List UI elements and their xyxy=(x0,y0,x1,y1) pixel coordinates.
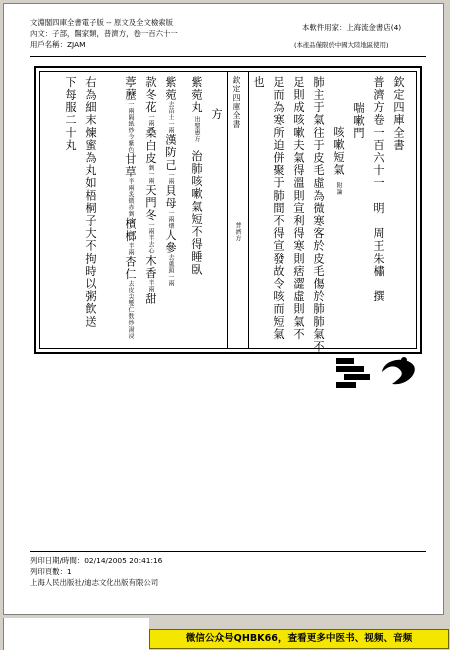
scripture-text-area xyxy=(39,71,417,354)
col-body-1: 肺主于氣往于皮毛虛為微寒客於皮毛傷於肺肺氣不 xyxy=(312,76,325,354)
col-subsection xyxy=(332,126,344,195)
ingredient-tianmendong-note: 一兩半去心 xyxy=(147,221,154,255)
ingredient-xingren: 杏仁 xyxy=(124,255,137,281)
ingredient-tianmendong: 天門冬 xyxy=(144,184,157,222)
footer-print-time: 列印日期/時間：02/14/2005 20:41:16 xyxy=(30,556,163,565)
col-title: 欽定四庫全書 xyxy=(392,76,405,152)
subsection-title: 咳嗽短氣 xyxy=(332,126,345,177)
ingredient-sangbaipi-note: 剉一兩 xyxy=(147,164,154,185)
ingredient-renshen: 人參 xyxy=(164,229,177,255)
ingredient-xingren-note: 去皮尖雙仁麩炒湯浸 xyxy=(127,280,134,340)
wechat-banner: 微信公众号QHBK66，查看更多中医书、视频、音频 xyxy=(149,629,449,649)
ingredient-beimu-note: 一兩煨 xyxy=(167,209,174,230)
ingredient-ziwan-note: 去苗土一兩 xyxy=(167,101,174,134)
ingredient-gancao: 甘草 xyxy=(124,153,137,179)
fold-book-name: 普濟方 xyxy=(234,222,241,242)
col-section-title: 喘嗽門 xyxy=(352,102,365,140)
ingredient-beimu: 貝母 xyxy=(164,184,177,210)
ingredient-muxiang-note: 半兩 xyxy=(147,279,154,293)
ingredient-binglang-note: 半兩 xyxy=(127,242,134,256)
fold-title: 欽定四庫全書 xyxy=(232,76,241,129)
footer-publisher: 上海人民出版社/迪志文化出版有限公司 xyxy=(30,578,159,587)
ingredient-renshen-note: 去蘆頭一兩 xyxy=(167,254,174,287)
col-formula-indication: 治肺咳嗽氣短不得睡臥 xyxy=(190,150,203,276)
formula-name: 紫菀丸 xyxy=(190,76,203,114)
document-page xyxy=(3,3,444,615)
ingredient-muxiang: 木香 xyxy=(144,254,157,280)
ingredient-hanfangji-note: 一兩 xyxy=(167,171,174,185)
ingredient-binglang: 檳榔 xyxy=(124,217,137,243)
formula-source: 出聖惠方 xyxy=(193,115,200,142)
col-body-4: 也 xyxy=(252,76,265,89)
ingredient-tingli-note: 一兩隔紙炒令紫色 xyxy=(127,101,134,154)
subsection-note: 附論 xyxy=(335,182,342,196)
col-formula-name xyxy=(190,76,202,142)
ingredient-gancao-note: 半兩炙微赤剉 xyxy=(127,178,134,218)
ingredient-hanfangji: 漢防己 xyxy=(164,133,177,172)
header-licensee: 本軟件用家：上海流金書店(4) xyxy=(302,23,402,32)
fold-line-left xyxy=(227,72,228,348)
fold-line-right xyxy=(248,72,249,348)
header-content-path: 內文：子部，醫家類，普濟方，卷一百六十一 xyxy=(30,29,178,38)
header-restriction: (本產品僅限於中國大陸地區使用) xyxy=(294,41,389,49)
col-body-3: 足而為寒所迫併聚于肺間不得宣發故令咳而短氣 xyxy=(272,76,285,341)
footer-page-count: 列印頁數：1 xyxy=(30,567,72,576)
ingredient-sangbaipi: 桑白皮 xyxy=(144,126,157,165)
ingredient-kuandonghua-note: 一兩 xyxy=(147,113,154,127)
header-title: 文淵閣四庫全書電子版 -- 原文及全文檢索版 xyxy=(30,18,174,27)
col-ingredients-3 xyxy=(124,76,136,339)
col-ingredients-2 xyxy=(144,76,156,305)
col-body-2: 足則成咳嗽夫氣得溫則宣利得寒則痞澀虛則氣不 xyxy=(292,76,305,341)
next-page-edge xyxy=(3,618,149,650)
col-chapter-heading: 普濟方卷一百六十一 明 周王朱橚 撰 xyxy=(372,76,385,303)
header-divider xyxy=(30,56,426,57)
scripture-frame xyxy=(34,66,422,354)
ingredient-kuandonghua: 款冬花 xyxy=(144,76,157,114)
col-directions-2: 下每服二十丸 xyxy=(64,76,77,152)
col-formula-label: 方 xyxy=(210,108,223,121)
footer-divider xyxy=(30,551,426,552)
header-username: 用戶名稱：ZJAM xyxy=(30,40,86,49)
ingredient-tian: 甜 xyxy=(144,292,157,306)
col-directions-1: 右為細末煉蜜為丸如梧桐子大不拘時以粥飲送 xyxy=(84,76,97,328)
col-ingredients-1 xyxy=(164,76,176,287)
ingredient-tingli: 葶藶 xyxy=(124,76,137,102)
publisher-logo xyxy=(334,352,420,392)
ingredient-ziwan: 紫菀 xyxy=(164,76,177,102)
